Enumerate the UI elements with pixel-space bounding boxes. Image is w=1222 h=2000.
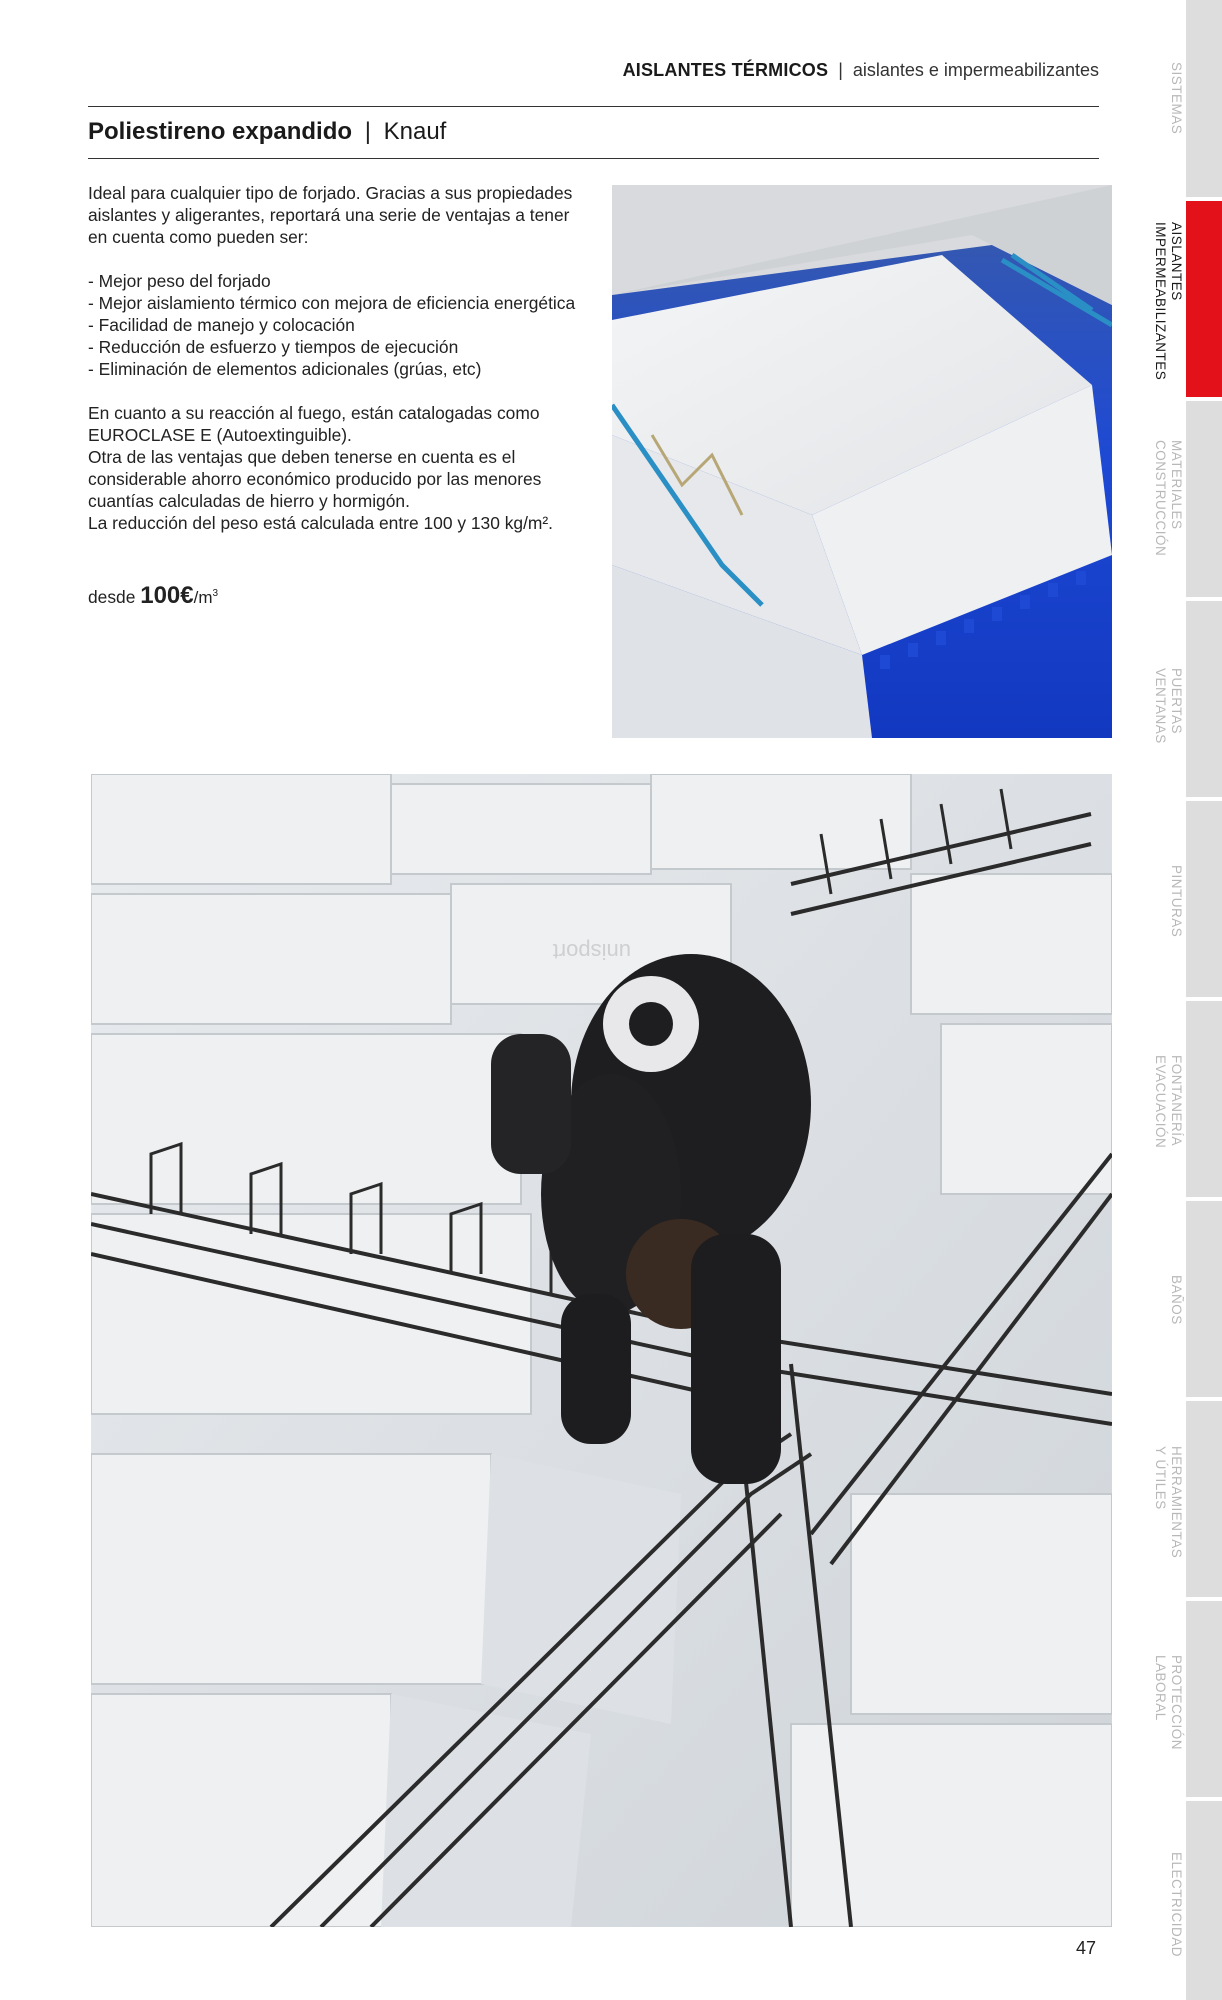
price-prefix: desde <box>88 587 136 607</box>
side-category-tabs <box>1144 0 1222 2000</box>
price-tag <box>88 582 218 610</box>
tab-banos[interactable] <box>1186 1201 1222 1397</box>
description-intro: Ideal para cualquier tipo de forjado. Gracias a sus propiedades aislantes y aligerantes, reportará una serie de ventajas a tener en cuenta como pueden ser: <box>88 183 573 247</box>
price-unit-exponent: 3 <box>212 588 219 600</box>
header-divider <box>88 106 1099 107</box>
benefit-item: - Mejor peso del forjado <box>88 271 271 291</box>
product-brand: Knauf <box>383 118 447 145</box>
price-unit: /m <box>193 588 213 607</box>
tab-aislantes-impermeabilizantes[interactable] <box>1186 201 1222 397</box>
tab-pinturas[interactable] <box>1186 801 1222 997</box>
title-separator: | <box>364 118 371 145</box>
weight-reduction-text: La reducción del peso está calculada entre 100 y 130 kg/m². <box>88 513 554 533</box>
tab-electricidad[interactable] <box>1186 1801 1222 2000</box>
benefit-item: - Facilidad de manejo y colocación <box>88 315 355 335</box>
benefits-list <box>88 270 588 380</box>
benefit-item: - Reducción de esfuerzo y tiempos de ejecución <box>88 337 459 357</box>
shirt-logo-text: unisport <box>552 939 631 964</box>
product-name: Poliestireno expandido <box>88 118 353 145</box>
economy-text: Otra de las ventajas que deben tenerse en cuenta es el considerable ahorro económico producido por las menores cuantías calculadas de hierro y hormigón. <box>88 447 542 511</box>
section-title: AISLANTES TÉRMICOS <box>622 60 829 80</box>
eps-block-illustration <box>612 185 1112 738</box>
price-currency: € <box>180 582 194 609</box>
product-title <box>88 118 446 146</box>
tab-sistemas[interactable] <box>1186 0 1222 197</box>
tab-fontaneria-evacuacion[interactable] <box>1186 1001 1222 1197</box>
tab-label-fontaneria: FONTANERÍA EVACUACIÓN <box>1153 1055 1184 1149</box>
tab-label-herramientas: HERRAMIENTAS Y ÚTILES <box>1153 1446 1184 1559</box>
tab-label-materiales: MATERIALES CONSTRUCCIÓN <box>1153 440 1184 557</box>
tab-label-pinturas: PINTURAS <box>1169 865 1184 938</box>
benefit-item: - Mejor aislamiento térmico con mejora de eficiencia energética <box>88 293 576 313</box>
tab-label-sistemas: SISTEMAS <box>1169 62 1184 135</box>
price-amount: 100 <box>140 582 181 609</box>
tab-proteccion-laboral[interactable] <box>1186 1601 1222 1797</box>
header-separator: | <box>838 60 843 80</box>
section-header <box>88 60 1099 81</box>
tab-herramientas-utiles[interactable] <box>1186 1401 1222 1597</box>
product-description <box>88 182 588 556</box>
tab-label-puertas: PUERTAS VENTANAS <box>1153 668 1184 744</box>
worker-on-eps-slab-illustration <box>91 774 1112 1927</box>
tab-label-electricidad: ELECTRICIDAD <box>1169 1852 1184 1958</box>
section-subtitle: aislantes e impermeabilizantes <box>852 60 1099 80</box>
product-image <box>612 185 1112 738</box>
benefit-item: - Eliminación de elementos adicionales (grúas, etc) <box>88 359 482 379</box>
fire-rating-text: En cuanto a su reacción al fuego, están catalogadas como EUROCLASE E (Autoextinguible). <box>88 403 540 445</box>
page-number: 47 <box>1076 1938 1097 1958</box>
tab-label-proteccion: PROTECCIÓN LABORAL <box>1153 1655 1184 1751</box>
tab-puertas-ventanas[interactable] <box>1186 601 1222 797</box>
tab-label-aislantes: AISLANTES IMPERMEABILIZANTES <box>1153 222 1184 381</box>
title-divider <box>88 158 1099 159</box>
description-details <box>88 402 588 534</box>
construction-site-photo <box>91 774 1112 1927</box>
tab-label-banos: BAÑOS <box>1169 1275 1184 1325</box>
tab-materiales-construccion[interactable] <box>1186 401 1222 597</box>
